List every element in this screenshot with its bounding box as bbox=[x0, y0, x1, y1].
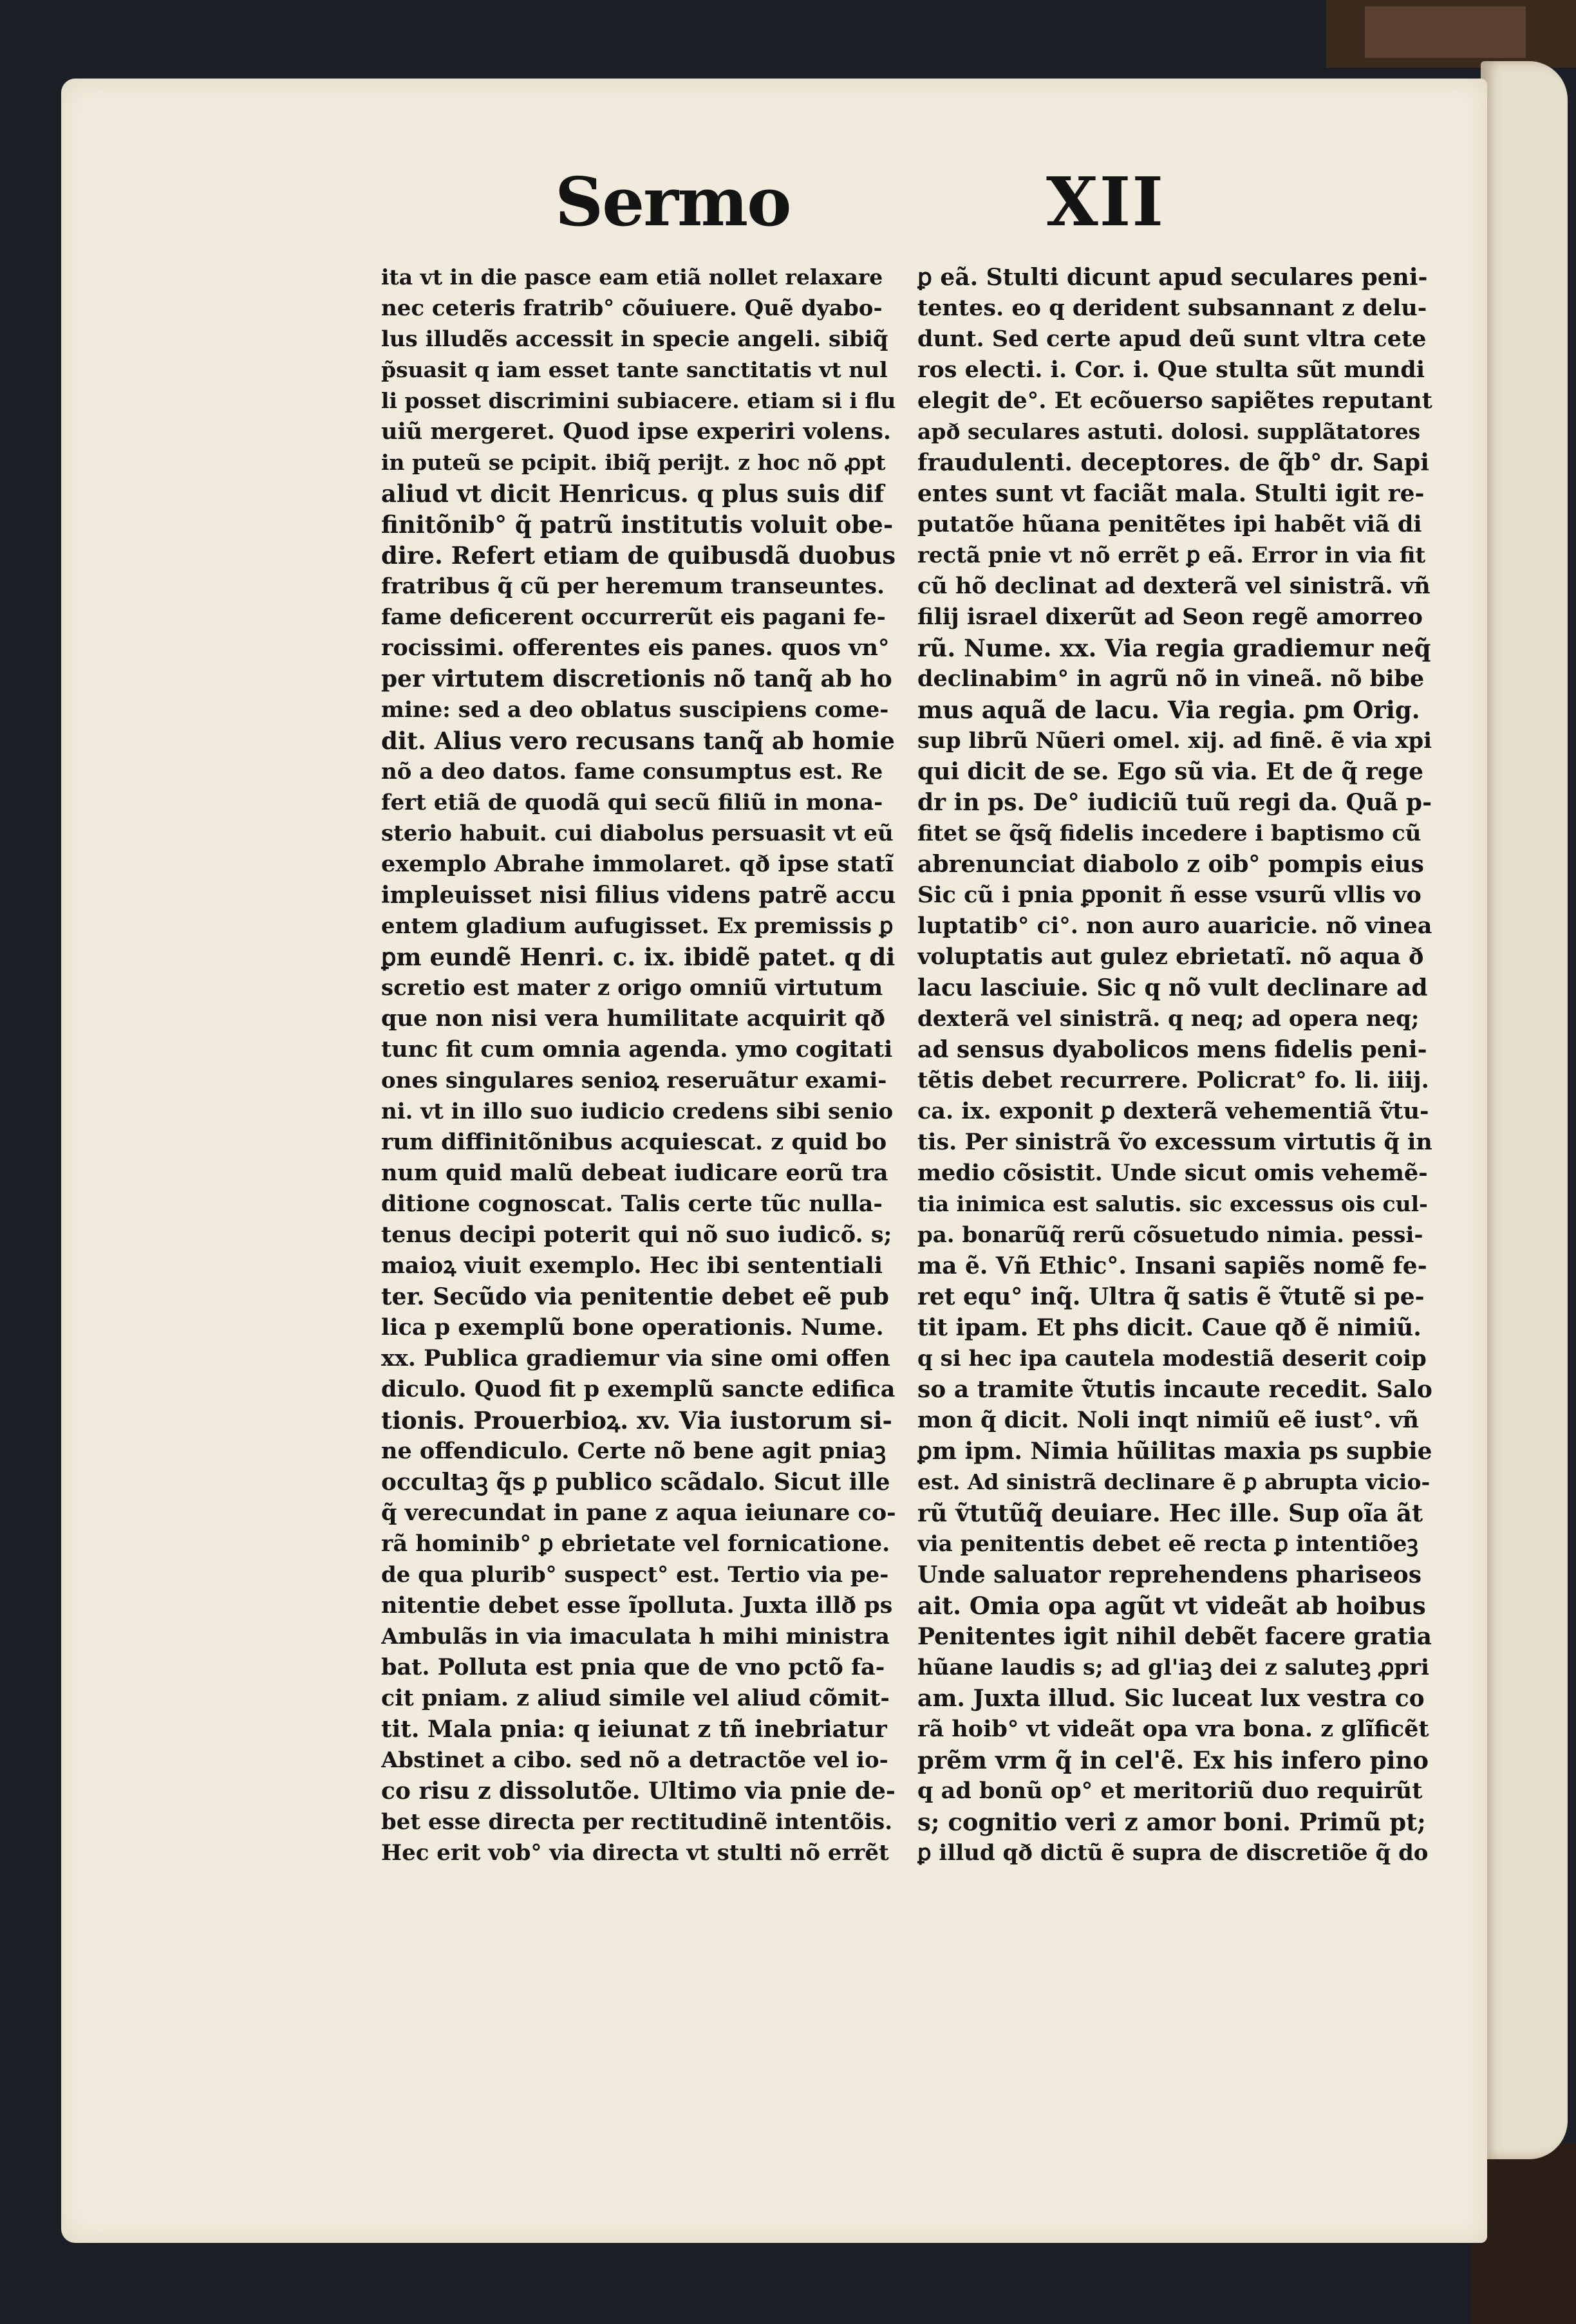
right-column-line: tis. Per sinistrã ṽo excessum virtutis q̃ in bbox=[917, 1129, 1432, 1155]
left-column-line: dit. Alius vero recusans tanq̃ ab homie bbox=[381, 727, 895, 755]
left-column-line: aliud vt dicit Henricus. q plus suis dif bbox=[381, 479, 885, 508]
right-column-line: via penitentis debet eẽ recta ꝑ intentiõeꝫ bbox=[917, 1531, 1418, 1557]
left-column-line: maioꝝ viuit exemplo. Hec ibi sententiali bbox=[381, 1252, 883, 1279]
left-column-line: entem gladium aufugisset. Ex premissis ꝑ bbox=[381, 913, 894, 939]
right-column-line: fitet se q̃sq̃ fidelis incedere i baptismo cũ bbox=[917, 821, 1421, 846]
left-column-line: ter. Secũdo via penitentie debet eẽ pub bbox=[381, 1283, 889, 1310]
right-column-line: fraudulenti. deceptores. de q̃b° dr. Sapi bbox=[917, 449, 1429, 476]
right-column-line: am. Juxta illud. Sic luceat lux vestra co bbox=[917, 1685, 1425, 1712]
right-column-line: tit ipam. Et phs dicit. Caue qð ẽ nimiũ. bbox=[917, 1314, 1421, 1341]
left-column-line: rum diffinitõnibus acquiescat. z quid bo bbox=[381, 1129, 887, 1155]
left-column-line: per virtutem discretionis nõ tanq̃ ab ho bbox=[381, 665, 892, 693]
right-column-line: dunt. Sed certe apud deũ sunt vltra cete bbox=[917, 326, 1427, 352]
left-column-line: exemplo Abrahe immolaret. qð ipse statĩ bbox=[381, 851, 894, 877]
right-column-line: sup librũ Nũeri omel. xij. ad finẽ. ẽ via xpi bbox=[917, 728, 1432, 754]
right-column-line: qui dicit de se. Ego sũ via. Et de q̃ rege bbox=[917, 758, 1423, 785]
left-column-line: uiũ mergeret. Quod ipse experiri volens. bbox=[381, 418, 892, 445]
left-column-line: ne offendiculo. Certe nõ bene agit pniaꝫ bbox=[381, 1438, 886, 1464]
left-column-line: in puteũ se pcipit. ibiq̃ perijt. z hoc nõ ꝓpt bbox=[381, 450, 886, 475]
left-column-line: sterio habuit. cui diabolus persuasit vt eũ bbox=[381, 821, 894, 846]
left-column-line: ꝑm eundẽ Henri. c. ix. ibidẽ patet. q di bbox=[381, 943, 896, 971]
right-column-line: tentes. eo q derident subsannant z delu- bbox=[917, 295, 1427, 321]
left-column-line: nõ a deo datos. fame consumptus est. Re bbox=[381, 759, 883, 785]
right-column-line: Unde saluator reprehendens phariseos bbox=[917, 1561, 1422, 1588]
right-column-line: dr in ps. De° iudiciũ tuũ regi da. Quã p- bbox=[917, 789, 1432, 816]
left-column-line: fratribus q̃ cũ per heremum transeuntes. bbox=[381, 573, 885, 599]
left-column-line: Ambulãs in via imaculata h mihi ministra bbox=[381, 1624, 890, 1650]
left-column-line: tionis. Prouerbioꝝ. xv. Via iustorum si- bbox=[381, 1406, 892, 1435]
left-column-line: que non nisi vera humilitate acquirit qð bbox=[381, 1005, 886, 1032]
right-column-line: declinabim° in agrũ nõ in vineã. nõ bibe bbox=[917, 665, 1425, 692]
right-column-line: rectã pnie vt nõ errẽt ꝑ eã. Error in via fit bbox=[917, 543, 1426, 568]
left-column-line: Hec erit vob° via directa vt stulti nõ errẽt bbox=[381, 1840, 889, 1866]
left-column-line: p̃suasit q iam esset tante sanctitatis vt nul bbox=[381, 357, 888, 382]
right-column-line: putatõe hũana penitẽtes ipi habẽt viã di bbox=[917, 511, 1422, 537]
left-column-line: ni. vt in illo suo iudicio credens sibi senio bbox=[381, 1099, 894, 1124]
left-column-line: fert etiã de quodã qui secũ filiũ in mona- bbox=[381, 790, 883, 815]
left-column-line: nec ceteris fratrib° cõuiuere. Quẽ dyabo- bbox=[381, 295, 883, 321]
left-column-line: fame deficerent occurrerũt eis pagani fe- bbox=[381, 604, 886, 630]
right-column-line: voluptatis aut gulez ebrietatĩ. nõ aqua ð bbox=[917, 944, 1424, 970]
right-column-line: dexterã vel sinistrã. q neq; ad opera neq; bbox=[917, 1006, 1420, 1032]
left-column-line: num quid malũ debeat iudicare eorũ tra bbox=[381, 1160, 888, 1186]
left-column-line: cit pniam. z aliud simile vel aliud cõmit- bbox=[381, 1685, 890, 1711]
left-column-line: lica p exemplũ bone operationis. Nume. bbox=[381, 1314, 884, 1341]
right-column-line: filij israel dixerũt ad Seon regẽ amorreo bbox=[917, 604, 1423, 630]
left-column-line: dire. Refert etiam de quibusdã duobus bbox=[381, 541, 896, 570]
left-column-line: lus illudẽs accessit in specie angeli. sibiq̃ bbox=[381, 326, 888, 352]
right-column-line: ꝑ illud qð dictũ ẽ supra de discretiõe q̃ do bbox=[917, 1840, 1429, 1866]
right-column-line: cũ hõ declinat ad dexterã vel sinistrã. vñ bbox=[917, 573, 1431, 599]
left-column-line: rocissimi. offerentes eis panes. quos vn° bbox=[381, 635, 890, 661]
left-column-line: Abstinet a cibo. sed nõ a detractõe vel io- bbox=[381, 1747, 888, 1773]
left-column-line: tit. Mala pnia: q ieiunat z tñ inebriatur bbox=[381, 1716, 887, 1743]
right-column-line: Penitentes igit nihil debẽt facere gratia bbox=[917, 1623, 1432, 1650]
right-column-line: ca. ix. exponit ꝑ dexterã vehementiã ṽtu- bbox=[917, 1098, 1429, 1124]
left-column-line: mine: sed a deo oblatus suscipiens come- bbox=[381, 697, 889, 723]
running-head bbox=[0, 162, 1576, 239]
right-text-column bbox=[917, 262, 1432, 1868]
left-column-line: xx. Publica gradiemur via sine omi offen bbox=[381, 1345, 890, 1371]
right-column-line: ait. Omia opa agũt vt videãt ab hoibus bbox=[917, 1592, 1426, 1620]
right-column-line: luptatib° ci°. non auro auaricie. nõ vinea bbox=[917, 913, 1432, 939]
right-column-line: q ad bonũ op° et meritoriũ duo requirũt bbox=[917, 1778, 1423, 1804]
left-column-line: co risu z dissolutõe. Ultimo via pnie de- bbox=[381, 1778, 896, 1805]
right-column-line: entes sunt vt faciãt mala. Stulti igit re- bbox=[917, 480, 1425, 507]
right-column-line: Sic cũ i pnia ꝑponit ñ esse vsurũ vllis vo bbox=[917, 882, 1421, 908]
left-column-line: scretio est mater z origo omniũ virtutum bbox=[381, 975, 883, 1001]
right-column-line: rũ. Nume. xx. Via regia gradiemur neq̃ bbox=[917, 634, 1431, 662]
right-column-line: tia inimica est salutis. sic excessus ois cul- bbox=[917, 1191, 1428, 1216]
left-column-line: occultaꝫ q̃s ꝑ publico scãdalo. Sicut ille bbox=[381, 1469, 890, 1496]
right-column-line: rũ ṽtutũq̃ deuiare. Hec ille. Sup oĩa ãt bbox=[917, 1499, 1423, 1527]
right-column-line: pa. bonarũq̃ rerũ cõsuetudo nimia. pessi- bbox=[917, 1222, 1423, 1248]
right-column-line: mon q̃ dicit. Noli inqt nimiũ eẽ iust°. vñ bbox=[917, 1407, 1419, 1433]
right-column-line: s; cognitio veri z amor boni. Primũ pt; bbox=[917, 1808, 1426, 1836]
left-column-line: bat. Polluta est pnia que de vno pctõ fa- bbox=[381, 1654, 885, 1680]
left-column-line: li posset discrimini subiacere. etiam si i flu bbox=[381, 388, 896, 413]
left-text-column bbox=[381, 262, 896, 1868]
right-column-line: tẽtis debet recurrere. Policrat° fo. li. iiij. bbox=[917, 1067, 1429, 1093]
left-column-line: ita vt in die pasce eam etiã nollet relaxare bbox=[381, 265, 883, 290]
right-column-line: ꝑ eã. Stulti dicunt apud seculares peni- bbox=[917, 264, 1428, 291]
left-column-line: ones singulares senioꝝ reseruãtur exami- bbox=[381, 1068, 887, 1093]
right-column-line: ros electi. i. Cor. i. Que stulta sũt mundi bbox=[917, 357, 1425, 383]
right-column-line: ꝑm ipm. Nimia hũilitas maxia ps supbie bbox=[917, 1438, 1432, 1465]
right-column-line: lacu lasciuie. Sic q nõ vult declinare ad bbox=[917, 974, 1428, 1001]
right-column-line: medio cõsistit. Unde sicut omis vehemẽ- bbox=[917, 1160, 1428, 1186]
left-column-line: rã hominib° ꝑ ebrietate vel fornicatione. bbox=[381, 1530, 890, 1557]
left-column-line: tunc fit cum omnia agenda. ymo cogitati bbox=[381, 1036, 893, 1063]
left-column-line: diculo. Quod fit p exemplũ sancte edifica bbox=[381, 1376, 896, 1402]
right-column-line: elegit de°. Et ecõuerso sapiẽtes reputant bbox=[917, 387, 1432, 414]
left-column-line: q̃ verecundat in pane z aqua ieiunare co- bbox=[381, 1500, 896, 1526]
right-column-line: mus aquã de lacu. Via regia. ꝑm Orig. bbox=[917, 696, 1420, 724]
left-column-line: bet esse directa per rectitudinẽ intentõis. bbox=[381, 1809, 893, 1835]
right-column-line: prẽm vrm q̃ in cel'ẽ. Ex his infero pino bbox=[917, 1746, 1429, 1774]
right-column-line: q si hec ipa cautela modestiã deserit coip bbox=[917, 1346, 1427, 1371]
left-column-line: nitentie debet esse ĩpolluta. Juxta illð ps bbox=[381, 1592, 893, 1619]
right-column-line: ad sensus dyabolicos mens fidelis peni- bbox=[917, 1036, 1427, 1063]
right-column-line: so a tramite ṽtutis incaute recedit. Salo bbox=[917, 1376, 1432, 1403]
right-column-line: abrenunciat diabolo z oib° pompis eius bbox=[917, 851, 1424, 878]
right-column-line: hũane laudis s; ad gl'iaꝫ dei z saluteꝫ ꝓpri bbox=[917, 1655, 1429, 1680]
folio-number: XII bbox=[1046, 162, 1165, 241]
left-column-line: tenus decipi poterit qui nõ suo iudicõ. s; bbox=[381, 1222, 892, 1248]
right-column-line: ret equ° inq̃. Ultra q̃ satis ẽ ṽtutẽ si pe- bbox=[917, 1283, 1425, 1310]
left-column-line: finitõnib° q̃ patrũ institutis voluit obe- bbox=[381, 510, 894, 539]
right-column-line: ma ẽ. Vñ Ethic°. Insani sapiẽs nomẽ fe- bbox=[917, 1252, 1427, 1279]
right-column-line: est. Ad sinistrã declinare ẽ ꝑ abrupta vicio- bbox=[917, 1469, 1431, 1494]
left-column-line: de qua plurib° suspect° est. Tertio via pe- bbox=[381, 1562, 889, 1588]
right-column-line: apð seculares astuti. dolosi. supplãtatores bbox=[917, 419, 1421, 444]
left-column-line: impleuisset nisi filius videns patrẽ accu bbox=[381, 882, 896, 909]
running-head-title: Sermo bbox=[555, 162, 791, 241]
adjacent-page-edge bbox=[1481, 61, 1568, 2159]
right-column-line: rã hoib° vt videãt opa vra bona. z glĩficẽt bbox=[917, 1716, 1429, 1742]
left-column-line: ditione cognoscat. Talis certe tũc nulla- bbox=[381, 1191, 883, 1217]
